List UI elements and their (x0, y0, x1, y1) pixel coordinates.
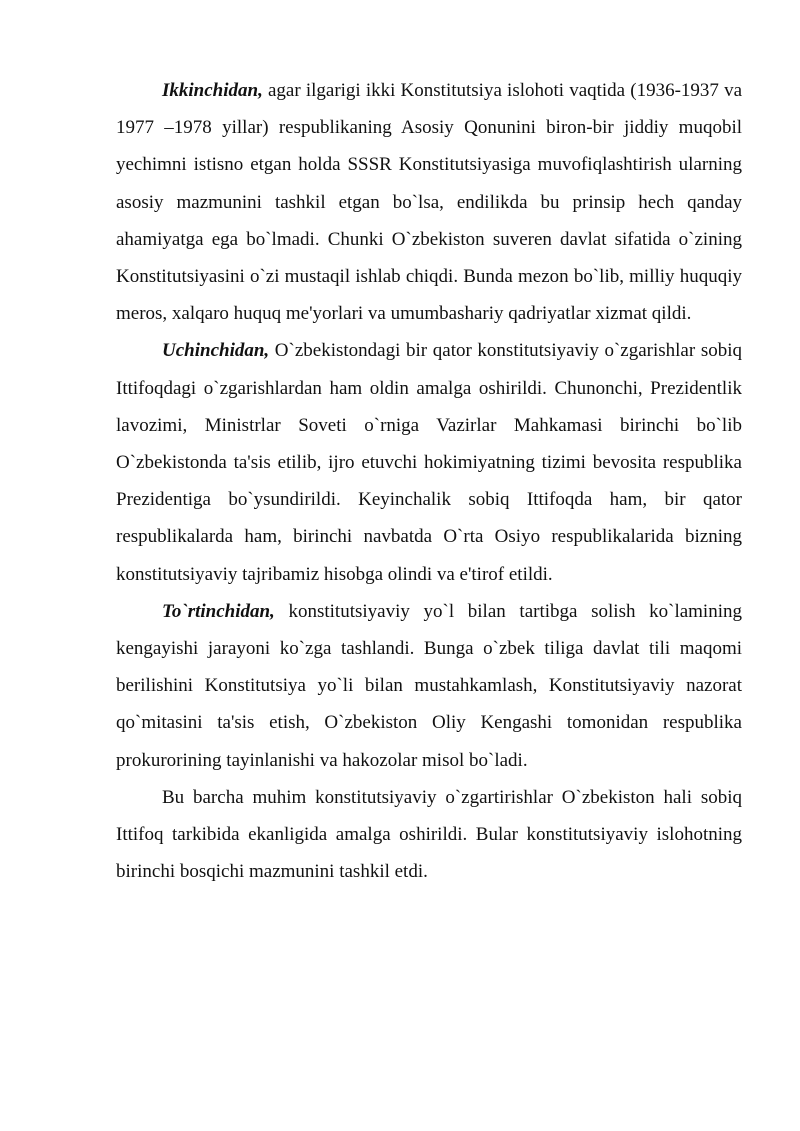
paragraph-uchinchidan (116, 332, 742, 592)
paragraph-lead: To`rtinchidan, (162, 600, 275, 622)
paragraph-text: O`zbekistondagi bir qator konstitutsiyaviy o`zgarishlar sobiq Ittifoqdagi o`zgarishlardan ham oldin amalga oshirildi. Chunonchi, Prezidentlik lavozimi, Ministrlar Soveti o`rniga Vazirlar Mahkamasi birinchi bo`lib O`zbekistonda ta'sis etilib, ijro etuvchi hokimiyatning tizimi bevosita respublika Prezidentiga bo`ysundirildi. Keyinchalik sobiq Ittifoqda ham, bir qator respublikalarda ham, birinchi navbatda O`rta Osiyo respublikalarida bizning konstitutsiyaviy tajribamiz hisobga olindi va e'tirof etildi. (116, 340, 742, 585)
paragraph-text: Bu barcha muhim konstitutsiyaviy o`zgartirishlar O`zbekiston hali sobiq Ittifoq tarkibida ekanligida amalga oshirildi. Bular konstitutsiyaviy islohotning birinchi bosqichi mazmunini tashkil etdi. (116, 786, 742, 883)
paragraph-lead: Uchinchidan, (162, 340, 270, 362)
paragraph-ikkinchidan (116, 72, 742, 332)
document-page (116, 72, 742, 890)
paragraph-lead: Ikkinchidan, (162, 80, 263, 101)
paragraph-text: konstitutsiyaviy yo`l bilan tartibga solish ko`lamining kengayishi jarayoni ko`zga tashlandi. Bunga o`zbek tiliga davlat tili maqomi berilishini Konstitutsiya yo`li bilan mustahkamlash, Konstitutsiyaviy nazorat qo`mitasini ta'sis etish, O`zbekiston Oliy Kengashi tomonidan respublika prokurorining tayinlanishi va hakozolar misol bo`ladi. (116, 600, 742, 771)
paragraph-conclusion (116, 779, 742, 891)
paragraph-text: agar ilgarigi ikki Konstitutsiya islohoti vaqtida (1936-1937 va 1977 –1978 yillar) respublikaning Asosiy Qonunini biron-bir jiddiy muqobil yechimni istisno etgan holda SSSR Konstitutsiyasiga muvofiqlashtirish ularning asosiy mazmunini tashkil etgan bo`lsa, endilikda bu prinsip hech qanday ahamiyatga ega bo`lmadi. Chunki O`zbekiston suveren davlat sifatida o`zining Konstitutsiyasini o`zi mustaqil ishlab chiqdi. Bunda mezon bo`lib, milliy huquqiy meros, xalqaro huquq me'yorlari va umumbashariy qadriyatlar xizmat qildi. (116, 80, 742, 325)
paragraph-tortinchidan (116, 593, 742, 779)
